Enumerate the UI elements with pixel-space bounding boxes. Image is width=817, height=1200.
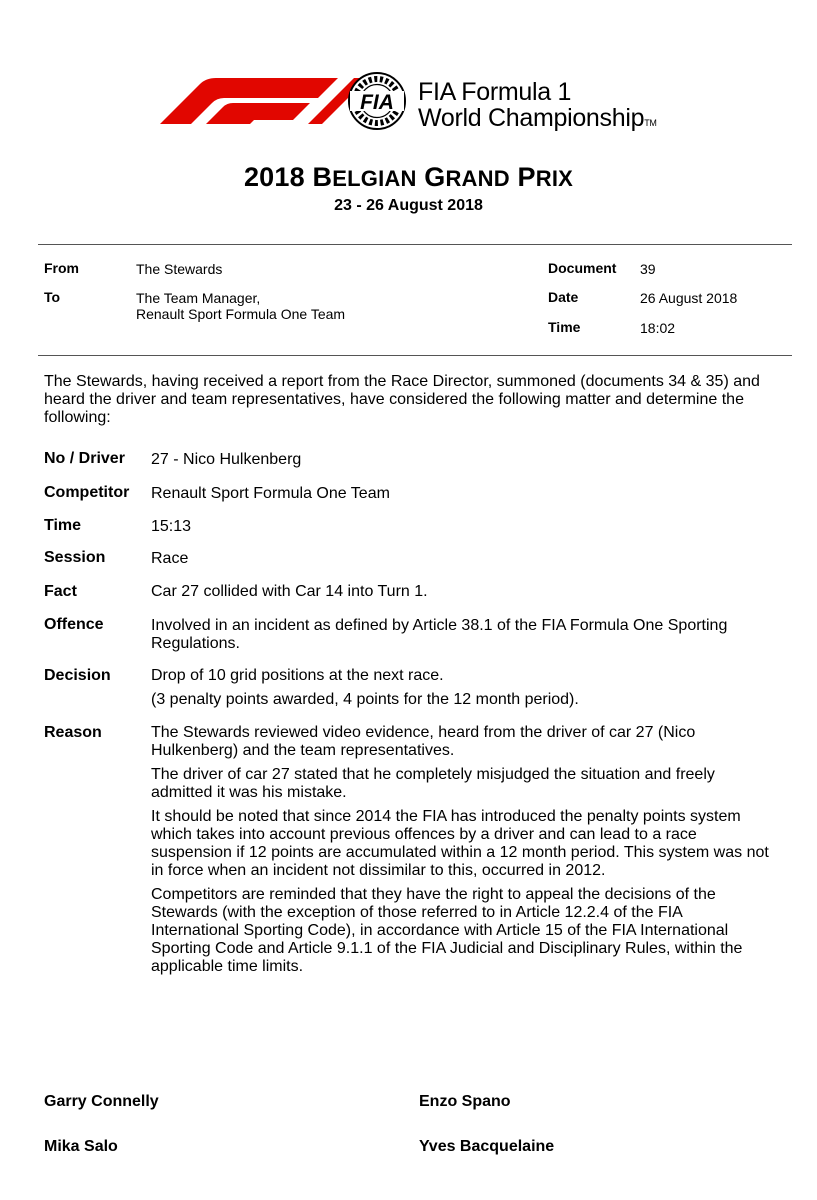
document-label: Document: [548, 260, 617, 276]
time-label: Time: [548, 319, 581, 335]
steward-signature-4: Yves Bacquelaine: [419, 1138, 555, 1155]
title-word-2-rest: RAND: [445, 166, 510, 191]
driver-value: 27 - Nico Hulkenberg: [151, 451, 302, 468]
decision-line-2: (3 penalty points awarded, 4 points for the 12 month period).: [151, 691, 579, 708]
date-label: Date: [548, 289, 579, 305]
reason-label: Reason: [44, 724, 102, 741]
to-value-line-1: The Team Manager,: [136, 290, 261, 306]
championship-wordmark: [418, 79, 657, 136]
from-label: From: [44, 260, 79, 276]
time-value: 18:02: [640, 320, 676, 336]
decision-line-1: Drop of 10 grid positions at the next race.: [151, 667, 444, 684]
driver-label: No / Driver: [44, 450, 125, 467]
title-word-3-rest: RIX: [535, 166, 574, 191]
wordmark-line-1: FIA Formula 1: [418, 78, 572, 106]
title-word-3-cap: P: [517, 162, 536, 192]
title-word-2: [424, 162, 510, 192]
steward-signature-1: Garry Connelly: [44, 1093, 159, 1110]
date-value: 26 August 2018: [640, 290, 738, 306]
title-word-1: [313, 162, 417, 192]
to-label: To: [44, 289, 61, 305]
title-word-3: [518, 162, 574, 192]
title-word-2-cap: G: [424, 162, 446, 192]
header-top-divider: [38, 244, 792, 245]
document-value: 39: [640, 261, 656, 277]
steward-signature-2: Enzo Spano: [419, 1093, 511, 1110]
from-value: The Stewards: [136, 261, 223, 277]
fia-mark-text: FIA: [360, 91, 394, 114]
decision-label: Decision: [44, 667, 111, 684]
competitor-value: Renault Sport Formula One Team: [151, 485, 390, 502]
to-value-line-2: Renault Sport Formula One Team: [136, 306, 346, 322]
offence-label: Offence: [44, 616, 104, 633]
trademark-mark: TM: [644, 118, 657, 128]
reason-paragraph-2: The driver of car 27 stated that he completely misjudged the situation and freely admitted it was his mistake.: [151, 766, 715, 801]
reason-value: [151, 724, 769, 982]
page-title: [0, 162, 817, 193]
title-word-1-cap: B: [312, 162, 333, 192]
reason-paragraph-1: The Stewards reviewed video evidence, heard from the driver of car 27 (Nico Hulkenberg) and the team representatives.: [151, 724, 696, 759]
decision-value: [151, 667, 779, 715]
offence-value: Involved in an incident as defined by Article 38.1 of the FIA Formula One Sporting Regulations.: [151, 617, 728, 652]
intro-paragraph: The Stewards, having received a report from the Race Director, summoned (documents 34 & 35) and heard the driver and team representatives, have considered the following matter and determine the following:: [44, 373, 760, 426]
incident-time-label: Time: [44, 517, 82, 534]
competitor-label: Competitor: [44, 484, 130, 501]
incident-time-value: 15:13: [151, 518, 192, 535]
session-value: Race: [151, 550, 189, 567]
session-label: Session: [44, 549, 106, 566]
steward-signature-3: Mika Salo: [44, 1138, 118, 1155]
title-year: 2018: [243, 162, 305, 192]
fact-label: Fact: [44, 583, 77, 600]
fia-roundel-icon: [349, 73, 405, 129]
wordmark-line-2-text: World Championship: [418, 104, 645, 132]
reason-paragraph-4: Competitors are reminded that they have the right to appeal the decisions of the Stewards (with the exception of those referred to in Article 12.2.4 of the FIA International Sporting Code), in accordance with Article 15 of the FIA International Sporting Code and Article 9.1.1 of the FIA Judicial and Disciplinary Rules, within the applicable time limits.: [151, 886, 743, 975]
title-word-1-rest: ELGIAN: [332, 166, 417, 191]
f1-mark-lower: [206, 103, 310, 124]
header-bottom-divider: [38, 355, 792, 356]
event-dates: 23 - 26 August 2018: [334, 197, 483, 214]
reason-paragraph-3: It should be noted that since 2014 the FIA has introduced the penalty points system which takes into account previous offences by a driver and can lead to a race suspension if 12 points are accumulated within a 12 month period. This system was not in force when an incident not dissimilar to this, occurred in 2012.: [151, 808, 769, 879]
wordmark-line-2: [418, 105, 657, 136]
fact-value: Car 27 collided with Car 14 into Turn 1.: [151, 583, 428, 600]
